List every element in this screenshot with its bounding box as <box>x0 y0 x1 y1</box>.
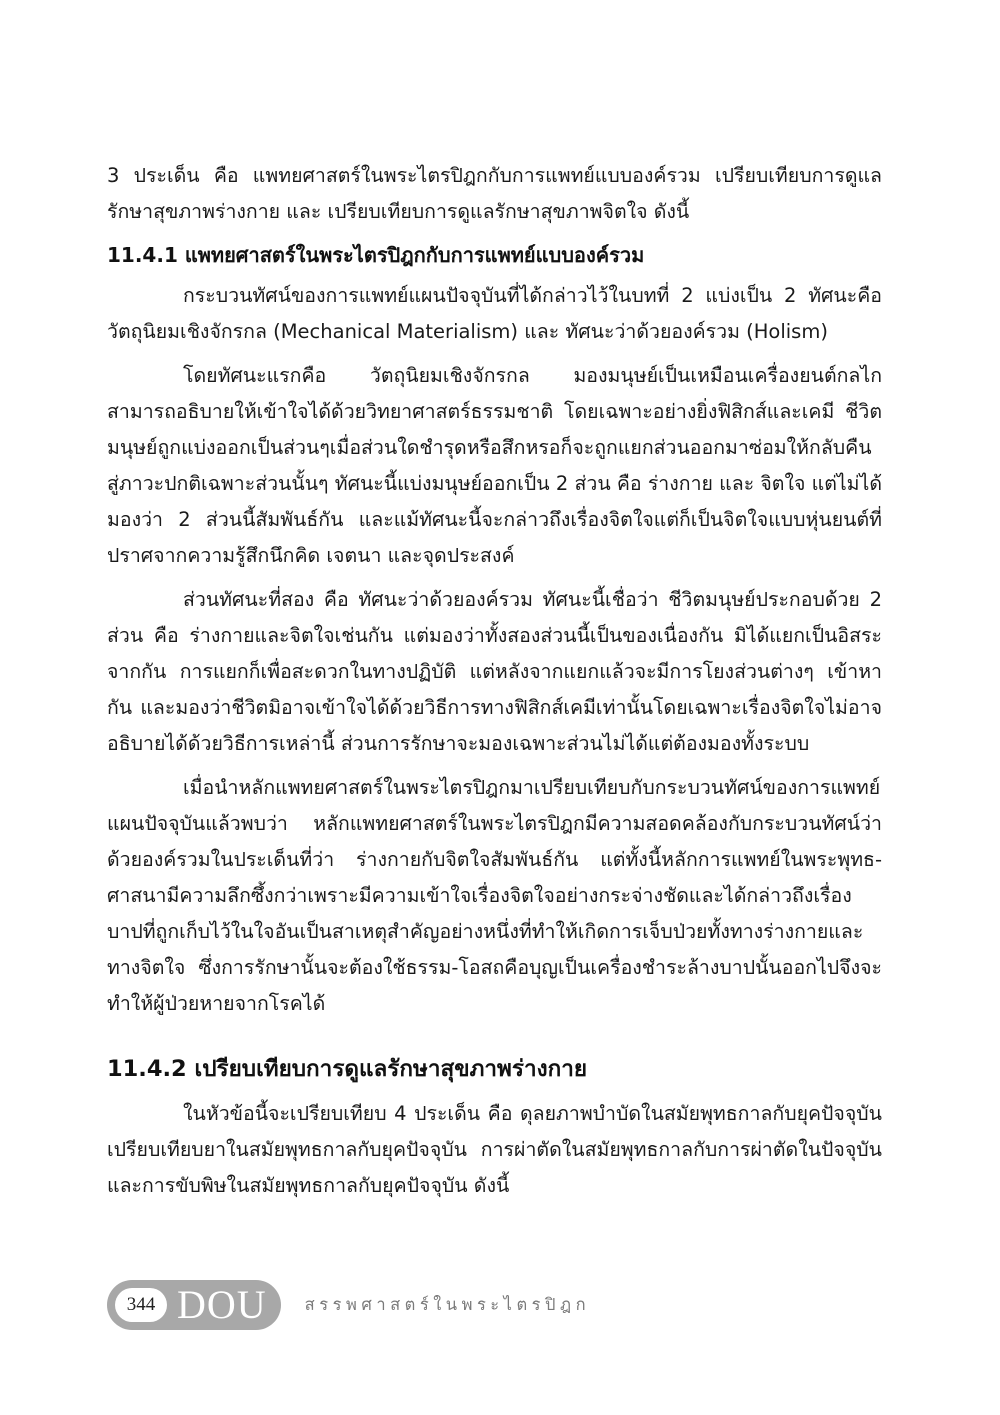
paragraph-four-issues: ในหัวข้อนี้จะเปรียบเทียบ 4 ประเด็น คือ ดุลยภาพบำบัดในสมัยพุทธกาลกับยุคปัจจุบัน เปรียบเทียบยาในสมัยพุทธกาลกับยุคปัจจุบัน การผ่าตัดในสมัยพุทธกาลกับการผ่าตัดในปัจจุบัน และการขับพิษในสมัยพุทธกาลกับยุคปัจจุบัน ดังนี้ <box>107 1102 882 1197</box>
paragraph-holism: ส่วนทัศนะที่สอง คือ ทัศนะว่าด้วยองค์รวม ทัศนะนี้เชื่อว่า ชีวิตมนุษย์ประกอบด้วย 2 ส่วน คือ ร่างกายและจิตใจเช่นกัน แต่มองว่าทั้งสองส่วนนี้เป็นของเนื่องกัน มิได้แยกเป็นอิสระจากกัน การแยกก็เพื่อสะดวกในทางปฏิบัติ แต่หลังจากแยกแล้วจะมีการโยงส่วนต่างๆ เข้าหากัน และมองว่าชีวิตมิอาจเข้าใจได้ด้วยวิธีการทางฟิสิกส์เคมีเท่านั้นโดยเฉพาะเรื่องจิตใจไม่อาจอธิบายได้ด้วยวิธีการเหล่านี้ ส่วนการรักษาจะมองเฉพาะส่วนไม่ได้แต่ต้องมองทั้งระบบ <box>107 588 882 755</box>
page-number: 344 <box>115 1288 167 1322</box>
course-title: สรรพศาสตร์ในพระไตรปิฎก <box>304 1295 591 1314</box>
footer-badge <box>107 1280 281 1330</box>
section-heading-11-4-1: 11.4.1 แพทยศาสตร์ในพระไตรปิฎกกับการแพทย์แบบองค์รวม <box>107 243 645 267</box>
page-body <box>107 158 882 1204</box>
paragraph-comparison: เมื่อนำหลักแพทยศาสตร์ในพระไตรปิฎกมาเปรียบเทียบกับกระบวนทัศน์ของการแพทย์แผนปัจจุบันแล้วพบว่า หลักแพทยศาสตร์ในพระไตรปิฎกมีความสอดคล้องกับกระบวนทัศน์ว่าด้วยองค์รวมในประเด็นที่ว่า ร่างกายกับจิตใจสัมพันธ์กัน แต่ทั้งนี้หลักการแพทย์ในพระพุทธ-ศาสนามีความลึกซึ้งกว่าเพราะมีความเข้าใจเรื่องจิตใจอย่างกระจ่างชัดและได้กล่าวถึงเรื่องบาปที่ถูกเก็บไว้ในใจอันเป็นสาเหตุสำคัญอย่างหนึ่งที่ทำให้เกิดการเจ็บป่วยทั้งทางร่างกายและทางจิตใจ ซึ่งการรักษานั้นจะต้องใช้ธรรม-โอสถคือบุญเป็นเครื่องชำระล้างบาปนั้นออกไปจึงจะทำให้ผู้ป่วยหายจากโรคได้ <box>107 776 882 1015</box>
intro-paragraph: 3 ประเด็น คือ แพทยศาสตร์ในพระไตรปิฎกกับการแพทย์แบบองค์รวม เปรียบเทียบการดูแลรักษาสุขภาพร่างกาย และ เปรียบเทียบการดูแลรักษาสุขภาพจิตใจ ดังนี้ <box>107 164 882 223</box>
dou-logo: DOU <box>177 1282 267 1327</box>
page-footer <box>107 1280 590 1330</box>
paragraph-paradigms: กระบวนทัศน์ของการแพทย์แผนปัจจุบันที่ได้กล่าวไว้ในบทที่ 2 แบ่งเป็น 2 ทัศนะคือ วัตถุนิยมเชิงจักรกล (Mechanical Materialism) และ ทัศนะว่าด้วยองค์รวม (Holism) <box>107 284 882 343</box>
section-heading-11-4-2: 11.4.2 เปรียบเทียบการดูแลรักษาสุขภาพร่างกาย <box>107 1056 588 1082</box>
paragraph-mechanical-materialism: โดยทัศนะแรกคือ วัตถุนิยมเชิงจักรกล มองมนุษย์เป็นเหมือนเครื่องยนต์กลไก สามารถอธิบายให้เข้าใจได้ด้วยวิทยาศาสตร์ธรรมชาติ โดยเฉพาะอย่างยิ่งฟิสิกส์และเคมี ชีวิตมนุษย์ถูกแบ่งออกเป็นส่วนๆเมื่อส่วนใดชำรุดหรือสึกหรอก็จะถูกแยกส่วนออกมาซ่อมให้กลับคืนสู่ภาวะปกติเฉพาะส่วนนั้นๆ ทัศนะนี้แบ่งมนุษย์ออกเป็น 2 ส่วน คือ ร่างกาย และ จิตใจ แต่ไม่ได้มองว่า 2 ส่วนนี้สัมพันธ์กัน และแม้ทัศนะนี้จะกล่าวถึงเรื่องจิตใจแต่ก็เป็นจิตใจแบบหุ่นยนต์ที่ปราศจากความรู้สึกนึกคิด เจตนา และจุดประสงค์ <box>107 364 882 567</box>
